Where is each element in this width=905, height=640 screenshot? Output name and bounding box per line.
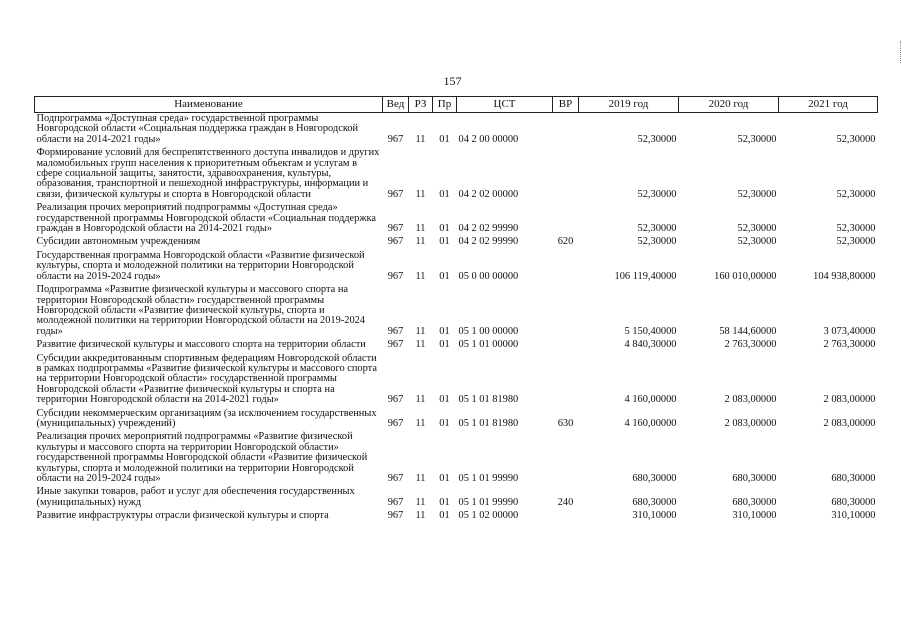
cell-vr — [553, 250, 579, 284]
cell-ved: 967 — [387, 417, 404, 429]
cell-y2021: 310,10000 — [831, 510, 876, 522]
cell-pr: 01 — [439, 325, 450, 337]
cell-y2021: 2 083,00000 — [823, 394, 876, 406]
cell-rz: 11 — [415, 223, 426, 235]
cell-y2021: 104 938,80000 — [813, 270, 876, 282]
row-name-text: Реализация прочих мероприятий подпрограммы «Развитие физической культуры и массового спорта на территории Новгородской области» государственной программы Новгородской области «Развитие физической культуры, спорта и молодежной политики на территории Новгородской области на 2019-2024 годы» — [36, 431, 368, 484]
cell-vr — [553, 202, 579, 236]
cell-pr: 01 — [439, 188, 450, 200]
cell-ved: 967 — [387, 510, 404, 522]
cell-ved: 967 — [387, 270, 404, 282]
cell-y2020: 2 763,30000 — [724, 339, 777, 351]
cell-vr — [553, 353, 579, 408]
cell-vr — [553, 147, 579, 202]
cell-cst: 04 2 02 99990 — [458, 223, 519, 235]
cell-rz: 11 — [415, 510, 426, 522]
cell-y2020: 52,30000 — [737, 188, 777, 200]
cell-name — [35, 202, 383, 236]
cell-pr: 01 — [439, 496, 450, 508]
cell-y2020: 52,30000 — [737, 223, 777, 235]
cell-pr: 01 — [439, 223, 450, 235]
cell-y2019: 5 150,40000 — [624, 325, 677, 337]
cell-y2021: 2 763,30000 — [823, 339, 876, 351]
cell-pr: 01 — [439, 236, 450, 248]
table-header-row — [35, 97, 878, 113]
table-row — [35, 510, 878, 523]
row-name-text: Субсидии автономным учреждениям — [36, 236, 201, 248]
cell-ved: 967 — [387, 133, 404, 145]
cell-name — [35, 236, 383, 249]
cell-y2021: 680,30000 — [831, 473, 876, 484]
row-name-text: Субсидии аккредитованным спортивным федерациям Новгородской области в рамках подпрограммы «Развитие физической культуры и массового спорта на территории Новгородской области» государственной программы Новгородской области «Развитие физической культуры и спорта на территории Новгородской области на 2014-2021 годы» — [36, 352, 377, 406]
row-name-text: Развитие инфраструктуры отрасли физической культуры и спорта — [36, 510, 329, 522]
cell-y2019: 680,30000 — [632, 496, 677, 508]
header-2020: 2020 год — [679, 97, 779, 113]
header-name: Наименование — [35, 97, 383, 113]
cell-rz: 11 — [415, 339, 426, 351]
cell-pr: 01 — [439, 473, 450, 484]
cell-y2020: 680,30000 — [732, 473, 777, 484]
cell-pr: 01 — [439, 133, 450, 145]
cell-y2021: 52,30000 — [836, 236, 876, 248]
header-2019: 2019 год — [579, 97, 679, 113]
table-row — [35, 339, 878, 352]
table-body — [35, 113, 878, 524]
cell-ved: 967 — [387, 223, 404, 235]
cell-y2020: 2 083,00000 — [724, 417, 777, 429]
cell-cst: 05 1 01 99990 — [458, 473, 519, 484]
cell-cst: 05 1 01 81980 — [458, 394, 519, 406]
cell-y2020: 58 144,60000 — [719, 325, 777, 337]
row-name-text: Развитие физической культуры и массового спорта на территории области — [36, 339, 366, 351]
cell-ved: 967 — [387, 496, 404, 508]
cell-pr: 01 — [439, 417, 450, 429]
table-row — [35, 147, 878, 202]
table-row — [35, 113, 878, 148]
cell-cst: 05 1 02 00000 — [458, 510, 519, 522]
cell-ved: 967 — [387, 325, 404, 337]
cell-cst: 04 2 00 00000 — [458, 133, 519, 145]
table-row — [35, 236, 878, 249]
cell-y2019: 52,30000 — [637, 188, 677, 200]
cell-y2020: 52,30000 — [737, 236, 777, 248]
cell-rz: 11 — [415, 236, 426, 248]
cell-y2020: 310,10000 — [732, 510, 777, 522]
cell-cst: 05 1 01 81980 — [458, 417, 519, 429]
cell-name — [35, 431, 383, 486]
cell-y2020: 680,30000 — [732, 496, 777, 508]
cell-ved: 967 — [387, 473, 404, 484]
cell-y2019: 4 160,00000 — [624, 394, 677, 406]
table-row — [35, 353, 878, 408]
cell-rz: 11 — [415, 394, 426, 406]
cell-y2019: 4 840,30000 — [624, 339, 677, 351]
cell-cst: 05 0 00 00000 — [458, 270, 519, 282]
cell-cst: 05 1 01 00000 — [458, 339, 519, 351]
cell-y2021: 3 073,40000 — [823, 325, 876, 337]
budget-table — [34, 96, 878, 524]
cell-pr: 01 — [439, 510, 450, 522]
cell-y2019: 680,30000 — [632, 473, 677, 484]
cell-ved: 967 — [387, 339, 404, 351]
row-name-text: Реализация прочих мероприятий подпрограммы «Доступная среда» государственной программы Новгородской области «Социальная поддержка граждан в Новгородской области на 2014-2021 годы» — [36, 202, 377, 235]
cell-vr: 630 — [557, 417, 574, 429]
cell-rz: 11 — [415, 325, 426, 337]
table-row — [35, 431, 878, 486]
cell-vr: 620 — [557, 236, 574, 248]
cell-y2021: 680,30000 — [831, 496, 876, 508]
row-name-text: Формирование условий для беспрепятственного доступа инвалидов и других маломобильных групп населения к приоритетным объектам и услугам в сфере социальной защиты, занятости, здравоохранения, культуры, образования, транспортной и пешеходной инфраструктуры, информации и связи, физической культуры и спорта в Новгородской области — [36, 147, 380, 200]
table-row — [35, 284, 878, 339]
cell-y2019: 4 160,00000 — [624, 417, 677, 429]
cell-vr — [553, 284, 579, 339]
cell-y2020: 2 083,00000 — [724, 394, 777, 406]
cell-name — [35, 353, 383, 408]
row-name-text: Государственная программа Новгородской области «Развитие физической культуры, спорта и молодежной политики на территории Новгородской области на 2019-2024 годы» — [36, 249, 365, 282]
cell-vr — [553, 339, 579, 352]
cell-y2021: 52,30000 — [836, 223, 876, 235]
cell-rz: 11 — [415, 496, 426, 508]
header-rz: РЗ — [409, 97, 433, 113]
header-pr: Пр — [433, 97, 457, 113]
cell-vr — [553, 113, 579, 148]
cell-name — [35, 510, 383, 523]
cell-name — [35, 147, 383, 202]
row-name-text: Иные закупки товаров, работ и услуг для обеспечения государственных (муниципальных) нужд — [36, 486, 355, 508]
cell-y2021: 52,30000 — [836, 188, 876, 200]
cell-y2019: 52,30000 — [637, 133, 677, 145]
cell-name — [35, 250, 383, 284]
header-cst: ЦСТ — [457, 97, 553, 113]
cell-ved: 967 — [387, 236, 404, 248]
cell-pr: 01 — [439, 339, 450, 351]
cell-cst: 04 2 02 00000 — [458, 188, 519, 200]
table-row — [35, 250, 878, 284]
cell-pr: 01 — [439, 270, 450, 282]
cell-rz: 11 — [415, 270, 426, 282]
cell-pr: 01 — [439, 394, 450, 406]
header-ved: Вед — [383, 97, 409, 113]
table-row — [35, 486, 878, 510]
cell-y2019: 106 119,40000 — [614, 270, 677, 282]
cell-rz: 11 — [415, 473, 426, 484]
margin-mark — [900, 41, 903, 63]
cell-rz: 11 — [415, 188, 426, 200]
cell-name — [35, 486, 383, 510]
cell-y2019: 310,10000 — [632, 510, 677, 522]
cell-cst: 04 2 02 99990 — [458, 236, 519, 248]
page-number: 157 — [443, 74, 462, 88]
cell-vr: 240 — [557, 496, 574, 508]
cell-cst: 05 1 01 99990 — [458, 496, 519, 508]
row-name-text: Подпрограмма «Доступная среда» государственной программы Новгородской области «Социальная поддержка граждан в Новгородской области на 2014-2021 годы» — [36, 113, 359, 145]
cell-name — [35, 339, 383, 352]
cell-y2021: 52,30000 — [836, 133, 876, 145]
cell-name — [35, 113, 383, 148]
header-vr: ВР — [553, 97, 579, 113]
cell-ved: 967 — [387, 188, 404, 200]
cell-y2019: 52,30000 — [637, 236, 677, 248]
cell-cst: 05 1 00 00000 — [458, 325, 519, 337]
header-2021: 2021 год — [779, 97, 878, 113]
cell-rz: 11 — [415, 417, 426, 429]
cell-y2021: 2 083,00000 — [823, 417, 876, 429]
cell-rz: 11 — [415, 133, 426, 145]
cell-y2019: 52,30000 — [637, 223, 677, 235]
cell-ved: 967 — [387, 394, 404, 406]
table-row — [35, 408, 878, 432]
cell-vr — [553, 510, 579, 523]
cell-name — [35, 284, 383, 339]
cell-vr — [553, 431, 579, 486]
cell-name — [35, 408, 383, 432]
row-name-text: Подпрограмма «Развитие физической культуры и массового спорта на территории Новгородской области» государственной программы Новгородской области «Развитие физической культуры, спорта и молодежной политики на территории Новгородской области на 2019-2024 годы» — [36, 284, 366, 337]
cell-y2020: 160 010,00000 — [714, 270, 777, 282]
row-name-text: Субсидии некоммерческим организациям (за исключением государственных (муниципальных) учреждений) — [36, 407, 377, 429]
table-row — [35, 202, 878, 236]
cell-y2020: 52,30000 — [737, 133, 777, 145]
